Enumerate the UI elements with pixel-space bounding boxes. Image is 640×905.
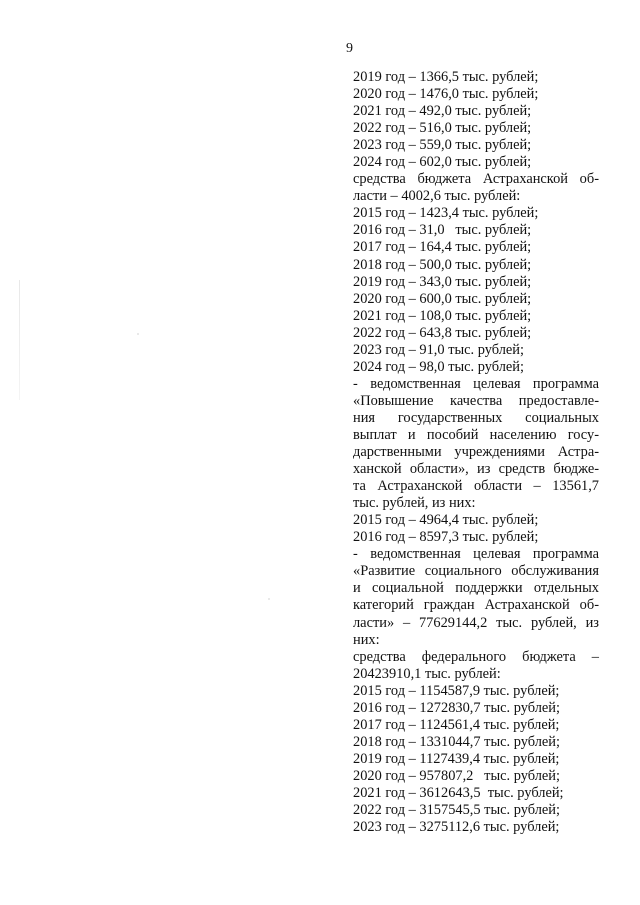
text-line: 2019 год – 343,0 тыс. рублей; <box>353 273 532 290</box>
text-line: 2016 год – 8597,3 тыс. рублей; <box>353 529 539 546</box>
text-line: средства бюджета Астраханской об- <box>353 171 599 188</box>
text-line: 2018 год – 1331044,7 тыс. рублей; <box>353 733 560 750</box>
text-line: 2024 год – 98,0 тыс. рублей; <box>353 358 524 375</box>
text-line: 2017 год – 1124561,4 тыс. рублей; <box>353 716 560 733</box>
text-line: 2020 год – 1476,0 тыс. рублей; <box>353 86 539 103</box>
text-line: та Астраханской области – 13561,7 <box>353 478 599 495</box>
text-line: 2023 год – 559,0 тыс. рублей; <box>353 137 532 154</box>
text-line: 2019 год – 1127439,4 тыс. рублей; <box>353 750 560 767</box>
text-line: них: <box>353 631 380 648</box>
text-line: 2020 год – 957807,2 тыс. рублей; <box>353 767 560 784</box>
text-line: 2015 год – 1154587,9 тыс. рублей; <box>353 682 560 699</box>
text-line: 2019 год – 1366,5 тыс. рублей; <box>353 69 539 85</box>
text-line: 20423910,1 тыс. рублей: <box>353 665 501 682</box>
text-line: 2022 год – 516,0 тыс. рублей; <box>353 120 532 137</box>
scan-speck <box>137 333 139 335</box>
body-text-column <box>353 69 599 836</box>
text-line: - ведомственная целевая программа <box>353 546 599 563</box>
text-line: тыс. рублей, из них: <box>353 495 476 512</box>
text-line: выплат и пособий населению госу- <box>353 426 599 443</box>
page-number: 9 <box>346 41 353 56</box>
text-line: и социальной поддержки отдельных <box>353 580 599 597</box>
text-line: категорий граждан Астраханской об- <box>353 597 599 614</box>
text-line: 2015 год – 1423,4 тыс. рублей; <box>353 205 539 222</box>
text-line: дарственными учреждениями Астра- <box>353 444 599 461</box>
text-line: 2021 год – 108,0 тыс. рублей; <box>353 307 532 324</box>
text-line: 2016 год – 1272830,7 тыс. рублей; <box>353 699 560 716</box>
text-line: ласти – 4002,6 тыс. рублей: <box>353 188 521 205</box>
text-line: «Развитие социального обслуживания <box>353 563 599 580</box>
text-line: 2022 год – 3157545,5 тыс. рублей; <box>353 802 560 819</box>
text-line: 2022 год – 643,8 тыс. рублей; <box>353 324 532 341</box>
text-line: 2016 год – 31,0 тыс. рублей; <box>353 222 532 239</box>
text-line: ласти» – 77629144,2 тыс. рублей, из <box>353 614 599 631</box>
text-line: 2021 год – 3612643,5 тыс. рублей; <box>353 784 564 801</box>
text-line: 2015 год – 4964,4 тыс. рублей; <box>353 512 539 529</box>
scan-margin-artifact <box>19 280 20 400</box>
text-line: 2021 год – 492,0 тыс. рублей; <box>353 103 532 120</box>
text-line: ния государственных социальных <box>353 409 599 426</box>
text-line: 2024 год – 602,0 тыс. рублей; <box>353 154 532 171</box>
text-line: 2017 год – 164,4 тыс. рублей; <box>353 239 532 256</box>
text-line: 2023 год – 91,0 тыс. рублей; <box>353 341 524 358</box>
text-line: 2018 год – 500,0 тыс. рублей; <box>353 256 532 273</box>
text-line: ханской области», из средств бюдже- <box>353 461 599 478</box>
text-line: средства федерального бюджета – <box>353 648 599 665</box>
text-line: - ведомственная целевая программа <box>353 375 599 392</box>
text-line: 2023 год – 3275112,6 тыс. рублей; <box>353 819 560 836</box>
text-line: «Повышение качества предоставле- <box>353 392 599 409</box>
scan-speck <box>268 598 270 600</box>
text-line: 2020 год – 600,0 тыс. рублей; <box>353 290 532 307</box>
